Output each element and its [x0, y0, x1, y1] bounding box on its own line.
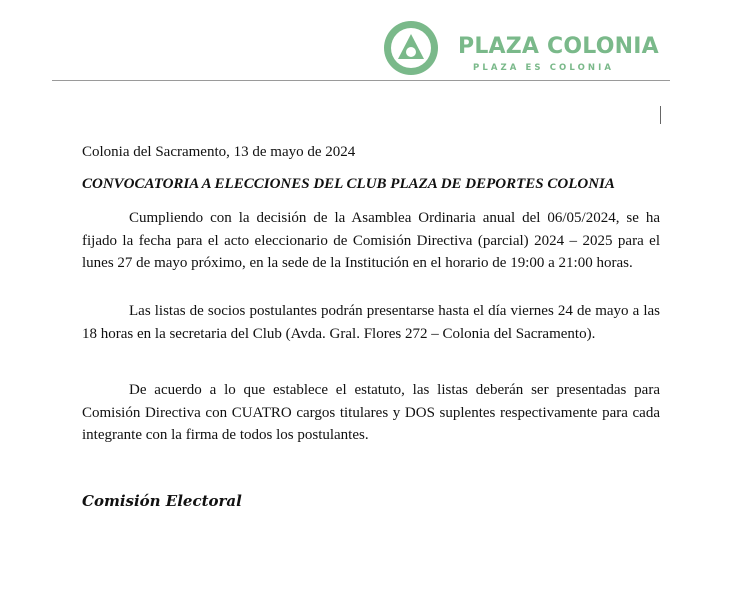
date-line: Colonia del Sacramento, 13 de mayo de 2024: [82, 144, 356, 160]
paragraph-list-requirements: De acuerdo a lo que establece el estatuto, las listas deberán ser presentadas para Comisión Directiva con CUATRO cargos titulares y DOS suplentes respectivamente para cada integrante con la firma de todos los postulantes.: [82, 382, 660, 443]
signature: Comisión Electoral: [82, 492, 242, 510]
club-logo: [383, 20, 673, 78]
letter-heading: CONVOCATORIA A ELECCIONES DEL CLUB PLAZA DE DEPORTES COLONIA: [82, 176, 615, 192]
logo-name: PLAZA COLONIA: [458, 34, 659, 59]
logo-tagline: PLAZA ES COLONIA: [473, 63, 615, 73]
header-divider: [52, 80, 670, 81]
text-cursor: [660, 106, 661, 124]
paragraph-submission-deadline: Las listas de socios postulantes podrán presentarse hasta el día viernes 24 de mayo a las 18 horas en la secretaria del Club (Avda. Gral. Flores 272 – Colonia del Sacramento).: [82, 303, 660, 342]
club-emblem-icon: [383, 20, 439, 76]
paragraph-election-date: Cumpliendo con la decisión de la Asamblea Ordinaria anual del 06/05/2024, se ha fijado la fecha para el acto eleccionario de Comisión Directiva (parcial) 2024 – 2025 para el lunes 27 de mayo próximo, en la sede de la Institución en el horario de 19:00 a 21:00 horas.: [82, 210, 660, 271]
